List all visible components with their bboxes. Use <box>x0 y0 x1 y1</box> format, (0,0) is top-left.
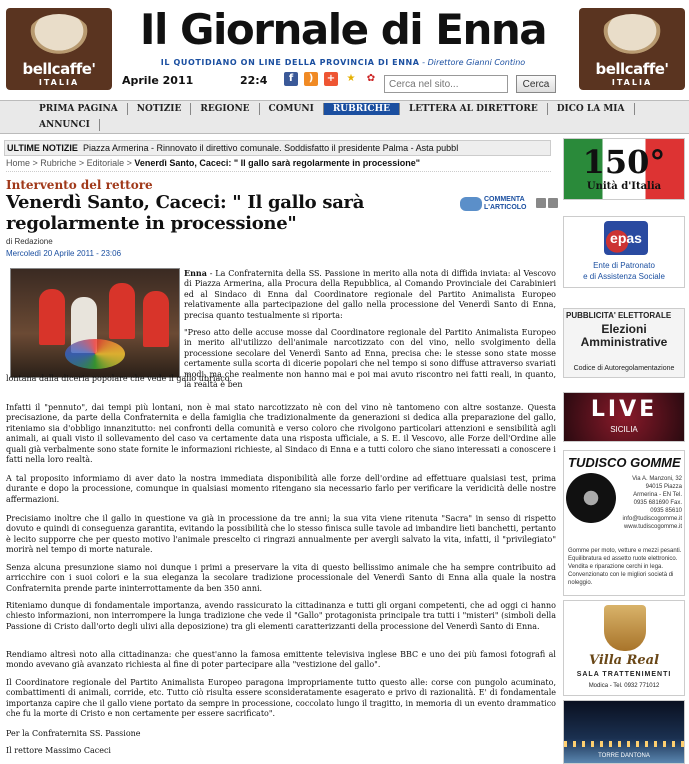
rooster-plumage <box>65 339 125 369</box>
header-time: 22:4 <box>240 74 268 87</box>
nav-lettera[interactable]: LETTERA AL DIRETTORE <box>400 103 548 115</box>
nav-annunci[interactable]: ANNUNCI <box>30 119 100 131</box>
ad-150-small: Unità d'Italia <box>586 181 662 192</box>
nav-notizie[interactable]: NOTIZIE <box>128 103 192 115</box>
lead-text: - La Confraternita della SS. Passione in merito alla nota di diffida inviata: al Vescovo di Piazza Armerina, alla Procura della Repubblica, al Comando Provinciale dei Carabinieri ed al Sindaco di Enna dal Coordinatore regionale del Partito Animalista Europeo relativamente alla partecipazione del gallo nella processione del Venerdì Santo di Enna, precisa quanto testualmente si riporta: <box>184 269 556 320</box>
nav-prima-pagina[interactable]: PRIMA PAGINA <box>30 103 128 115</box>
rss-icon[interactable]: ) <box>304 72 318 86</box>
epas-line1: Ente di Patronato <box>593 261 655 270</box>
nav-comuni[interactable]: COMUNI <box>260 103 324 115</box>
coffee-cup-icon <box>601 14 663 56</box>
ticker-label: ULTIME NOTIZIE <box>7 143 78 153</box>
article-quote: "Preso atto delle accuse mosse dal Coordinatore regionale del Partito Animalista Europeo in merito all'utilizzo dell'animale narcotizzato con del vino, nello svolgimento della processione secolare del Venerdì Santo ad Enna, precisa che: le stesse sono state mosse certamente sulla scorta di dicerie popolari che nel tempo si sono diffuse attraverso svariati modi, ma che realmente non hanno mai e poi mai avuto riscontro nei fatti reali, in quanto, la realtà è ben <box>184 328 556 390</box>
live-sub: SICILIA <box>610 425 638 434</box>
hooded-figure <box>143 291 169 347</box>
villa-phone: Modica - Tel. 0932 771012 <box>588 683 660 689</box>
lead-place: Enna <box>184 268 207 278</box>
ticker-text[interactable]: Piazza Armerina - Rinnovato il direttivo comunale. Soddisfatto il presidente Palma - Asta pubbl <box>83 143 459 153</box>
crumb-editoriale[interactable]: Editoriale <box>86 158 125 168</box>
ad-live-sicilia[interactable] <box>563 392 685 442</box>
article-signature: Per la Confraternita SS. Passione <box>6 729 141 738</box>
tire-icon <box>566 473 616 523</box>
article-author: di Redazione <box>6 237 53 246</box>
nav-dico-la-mia[interactable]: DICO LA MIA <box>548 103 635 115</box>
ad-villa-real[interactable] <box>563 600 685 696</box>
article-date: Mercoledì 20 Aprile 2011 - 23:06 <box>6 249 122 258</box>
masthead-logo[interactable]: Il Giornale di Enna <box>139 5 547 54</box>
villa-sub: SALA TRATTENIMENTI <box>576 671 672 678</box>
ad-torre-dantona[interactable] <box>563 700 685 764</box>
ad-150-big: 150° <box>582 143 666 181</box>
site-header <box>0 0 689 98</box>
ad-brand: bellcaffe' <box>595 60 669 78</box>
star-icon[interactable]: ★ <box>344 72 358 86</box>
pub-title: Elezioni Amministrative <box>580 322 668 349</box>
article-paragraph: Il Coordinatore regionale del Partito Animalista Europeo paragona impropriamente tutto questo alle: corse con pungolo acuminato, combattimenti di animali, corride, etc. Tutto ciò risulta essere sconsideratamente esagerato e privo di razionalità. E' di fondamentale importanza capire che il gallo viene portato da sempre in processione, coccolato lungo il tragitto, in memoria di un evento drammatico che fu la morte di Cristo e non certamente per essere sacrificato". <box>6 678 556 719</box>
pub-head: PUBBLICITA' ELETTORALE <box>566 311 672 320</box>
ad-sub: ITALIA <box>611 78 653 87</box>
epas-line2: e di Assistenza Sociale <box>583 272 665 281</box>
nav-row-2 <box>30 119 100 131</box>
live-title: LIVE <box>590 397 658 422</box>
epas-logo: epas <box>604 221 648 255</box>
bellcaffe-ad-left[interactable] <box>6 8 112 90</box>
email-icon[interactable] <box>548 198 558 208</box>
breadcrumb: Home > Rubriche > Editoriale > Venerdì Santo, Caceci: " Il gallo sarà regolarmente in processione" <box>6 158 551 172</box>
bookmark-icon[interactable]: + <box>324 72 338 86</box>
tudisco-desc: Gomme per moto, vetture e mezzi pesanti. Equilibratura ed assetto ruote elettronico. Vendita e riparazione cerchi in lega. Convenzionato con le migliori società di noleggio. <box>568 548 682 586</box>
tudisco-logo: TUDISCO GOMME <box>568 455 681 470</box>
facebook-icon[interactable]: f <box>284 72 298 86</box>
article-paragraph: Riteniamo dunque di fondamentale importanza, avendo rassicurato la cittadinanza e tutti gli organi competenti, che ad oggi ci hanno chiesto informazioni, non interrompere la lunga tradizione che vede il "Gallo" protagonista principale tra tutti i "misteri" (simboli della Passione di Cristo dall'orto degli ulivi alla deposizione) tra gli elementi caratterizzanti della processione del Venerdì Santo di Enna. <box>6 601 556 631</box>
main-nav <box>0 100 689 134</box>
nav-row-1 <box>30 103 635 115</box>
article-quote-tail: lontana dalla diceria popolare che vede il gallo ubriaco. <box>6 374 232 383</box>
tudisco-address: Via A. Manzoni, 32 94015 Piazza Armerina - EN Tel. 0935 681690 Fax. 0935 85610 info@tudiscogomme.it www.tudiscogomme.it <box>622 476 682 530</box>
crumb-rubriche[interactable]: Rubriche <box>40 158 77 168</box>
news-ticker <box>4 140 551 156</box>
tagline <box>118 58 568 67</box>
ad-tudisco-gomme[interactable] <box>563 450 685 596</box>
header-icons <box>284 72 378 86</box>
article-paragraph: Infatti il "pennuto", dai tempi più lontani, non è mai stato narcotizzato nè con del vino nè tantomeno con altre sostanze. Questa precisazione, da parte della Confraternita e della famiglia che tradizionalmente da generazioni si dedica alla preparazione del gallo, riteniamo sia d'obbligo innanzitutto: nei confronti della comunità e verso coloro che rivolgono particolari attenzioni e sensibilità agli animali, ai quali visto il sollevamento del caso va certamente data una risposta ufficiale, a S. E. il Vescovo, alle Forze dell'Ordine alle quali già verbalmente sono state fornite le informazioni richieste, al Sindaco di Enna e a tutti coloro che siano interessati a conoscere i fatti nella loro realtà. <box>6 403 556 465</box>
pool-lights <box>564 741 684 747</box>
article-lead <box>184 268 556 321</box>
director-text: - Direttore Gianni Contino <box>419 58 526 67</box>
pool-name: TORRE DANTONA <box>598 753 650 759</box>
article-signature: Il rettore Massimo Caceci <box>6 746 111 755</box>
article-kicker: Intervento del rettore <box>6 178 153 192</box>
article-paragraph: A tal proposito informiamo di aver dato la nostra immediata disponibilità alle forze dell'ordine ad effettuare qualsiasi test, prima durante e dopo la processione, comunque in qualsiasi momento ritengano sia necessario farlo per verificare la veridicità delle nostre affermazioni. <box>6 474 556 504</box>
coffee-cup-icon <box>28 14 90 56</box>
article-paragraph: Precisiamo inoltre che il gallo in questione va già in processione da tre anni; la sua vita viene ritenuta "Sacra" in senso di rispetto dovuto e quindi di conseguenza garantita, evitando la possibilità che lo stesso finisca sulle tavole ad imbandire lieti banchetti, pertanto è lecito supporre che per questo motivo l'animale prescelto ci ringrazi annualmente per avergli salvato la vita, infatti, il "privilegiato" morirà nel tempo di morte naturale. <box>6 514 556 555</box>
ad-epas[interactable] <box>563 216 685 288</box>
ad-elezioni[interactable] <box>563 308 685 378</box>
crumb-current: Venerdì Santo, Caceci: " Il gallo sarà regolarmente in processione" <box>134 158 421 168</box>
share-icon[interactable]: ✿ <box>364 72 378 86</box>
nav-rubriche[interactable]: RUBRICHE <box>324 103 400 115</box>
villa-crest-icon <box>604 605 646 651</box>
ad-brand: bellcaffe' <box>22 60 96 78</box>
comment-link[interactable] <box>460 196 530 212</box>
pub-code: Codice di Autoregolamentazione <box>573 365 675 372</box>
comment-label: COMMENTA L'ARTICOLO <box>484 196 527 211</box>
nav-regione[interactable]: REGIONE <box>191 103 259 115</box>
ad-sub: ITALIA <box>38 78 80 87</box>
header-date: Aprile 2011 <box>122 74 194 87</box>
article-photo <box>10 268 180 378</box>
comment-icon <box>460 197 482 211</box>
ad-150-unita[interactable] <box>563 138 685 200</box>
search-button[interactable]: Cerca <box>516 75 556 93</box>
article-paragraph: Rendiamo altresì noto alla cittadinanza: che quest'anno la famosa emittente televisiva inglese BBC e uno dei più famosi fotografi al mondo avevano già avanzato richiesta al fine di poter partecipare alla "vestizione del gallo". <box>6 650 556 670</box>
hooded-figure <box>39 289 65 345</box>
villa-name: Villa Real <box>588 653 660 668</box>
search-input[interactable] <box>384 75 508 93</box>
tagline-text: IL QUOTIDIANO ON LINE DELLA PROVINCIA DI ENNA <box>160 58 420 67</box>
crumb-home[interactable]: Home <box>6 158 31 168</box>
article-title: Venerdì Santo, Caceci: " Il gallo sarà regolarmente in processione" <box>6 192 365 234</box>
bellcaffe-ad-right[interactable] <box>579 8 685 90</box>
hooded-figure <box>109 283 135 339</box>
article-paragraph: Senza alcuna presunzione siamo noi dunque i primi a preservare la vita di questo bellissimo animale che ha sempre contribuito ad arricchire con i suoi colori e la sua eleganza la secolare tradizione processionale del Venerdì Santo di Enna alla quale la nostra Confraternita prende parte ininterrottamente da ben 350 anni. <box>6 563 556 593</box>
print-icon[interactable] <box>536 198 546 208</box>
